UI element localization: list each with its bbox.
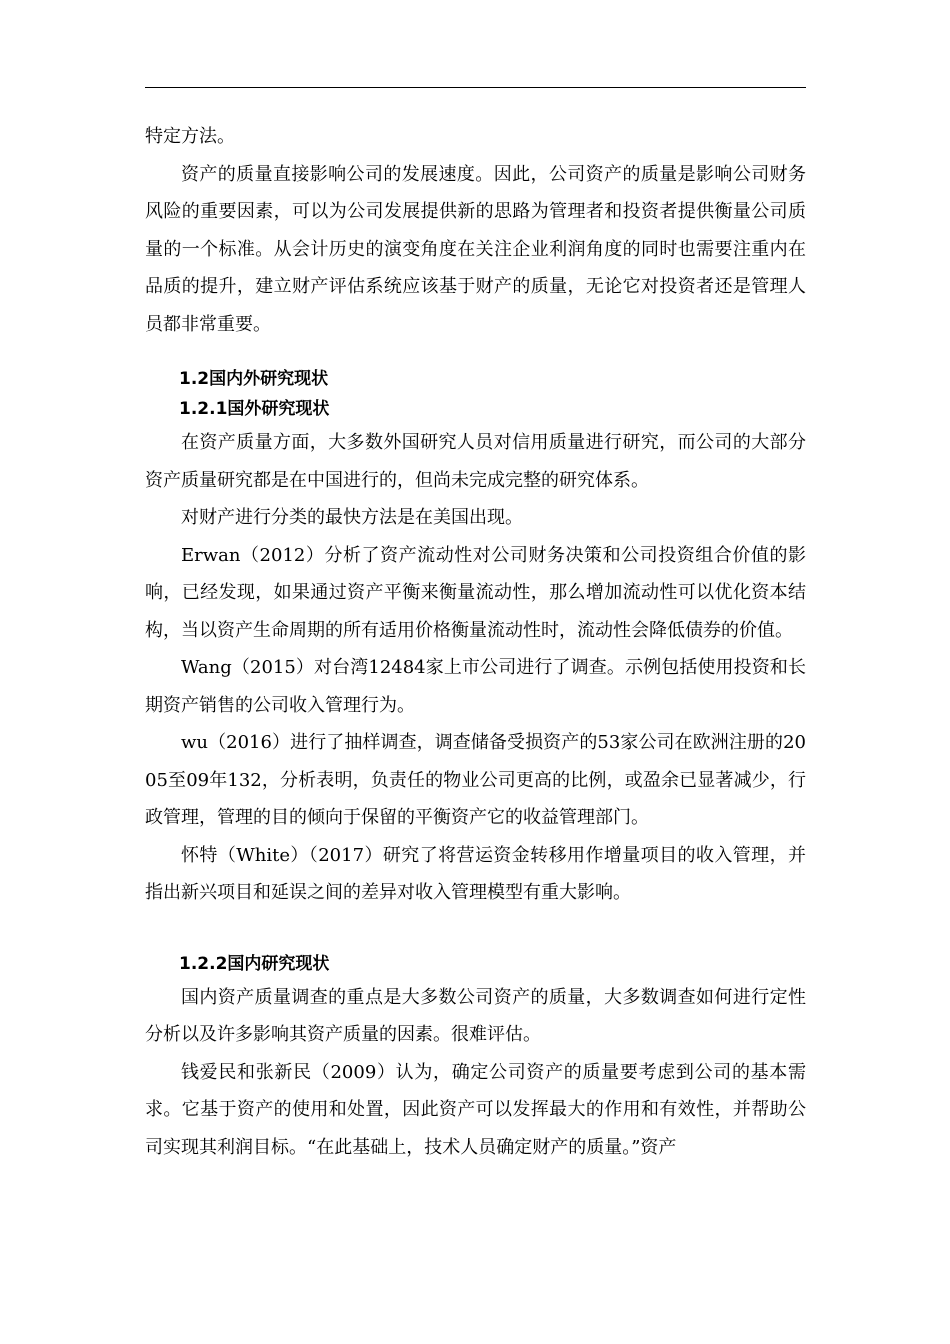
paragraph-wang: Wang（2015）对台湾12484家上市公司进行了调查。示例包括使用投资和长期资产销售的公司收入管理行为。 [145, 657, 806, 716]
paragraph-white: 怀特（White）（2017）研究了将营运资金转移用作增量项目的收入管理，并指出新兴项目和延误之间的差异对收入管理模型有重大影响。 [145, 844, 806, 903]
paragraph-asset-quality: 资产的质量直接影响公司的发展速度。因此，公司资产的质量是影响公司财务风险的重要因素，可以为公司发展提供新的思路为管理者和投资者提供衡量公司质量的一个标准。从会计历史的演变角度在关注企业利润角度的同时也需要注重内在品质的提升，建立财产评估系统应该基于财产的质量，无论它对投资者还是管理人员都非常重要。 [145, 163, 806, 335]
paragraph-qian-zhang: 钱爱民和张新民（2009）认为，确定公司资产的质量要考虑到公司的基本需求。它基于资产的使用和处置，因此资产可以发挥最大的作用和有效性，并帮助公司实现其利润目标。“在此基础上，技术人员确定财产的质量。”资产 [145, 1061, 806, 1158]
section-heading-1-2-1: 1.2.1国外研究现状 [179, 399, 330, 419]
paragraph-classification: 对财产进行分类的最快方法是在美国出现。 [181, 507, 523, 528]
section-heading-1-2-2: 1.2.2国内研究现状 [179, 953, 330, 974]
paragraph-foreign-research: 在资产质量方面，大多数外国研究人员对信用质量进行研究，而公司的大部分资产质量研究都是在中国进行的，但尚未完成完整的研究体系。 [145, 432, 806, 491]
blank-line [145, 912, 806, 949]
section-heading-1-2: 1.2国内外研究现状 [179, 369, 329, 389]
paragraph-domestic-research: 国内资产质量调查的重点是大多数公司资产的质量，大多数调查如何进行定性分析以及许多影响其资产质量的因素。很难评估。 [145, 986, 806, 1045]
paragraph-wu: wu（2016）进行了抽样调查，调查储备受损资产的53家公司在欧洲注册的2005至09年132，分析表明，负责任的物业公司更高的比例，或盈余已显著减少，行政管理，管理的目的倾向于保留的平衡资产它的收益管理部门。 [145, 732, 806, 828]
paragraph-erwan: Erwan（2012）分析了资产流动性对公司财务决策和公司投资组合价值的影响，已经发现，如果通过资产平衡来衡量流动性，那么增加流动性可以优化资本结构，当以资产生命周期的所有适用价格衡量流动性时，流动性会降低债券的价值。 [145, 544, 806, 641]
paragraph-continuation: 特定方法。 [145, 126, 235, 147]
document-body [145, 118, 806, 1166]
header-rule [145, 87, 806, 88]
